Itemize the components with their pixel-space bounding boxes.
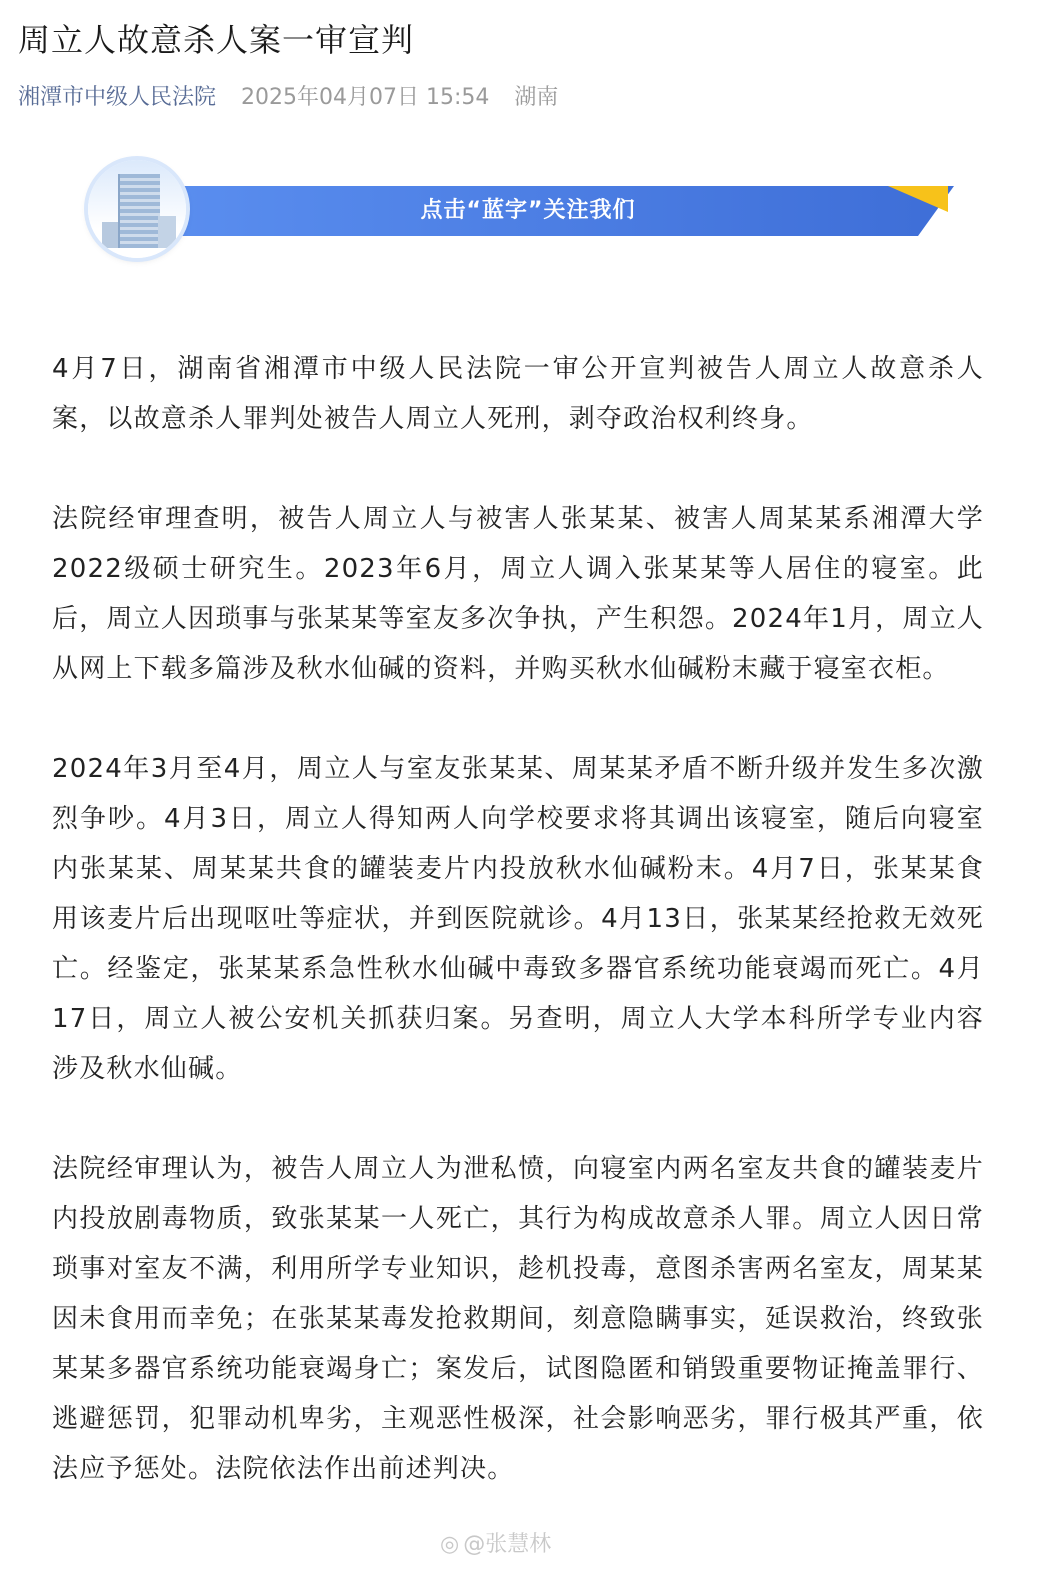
article-paragraph: 2024年3月至4月，周立人与室友张某某、周某某矛盾不断升级并发生多次激烈争吵。4月3日，周立人得知两人向学校要求将其调出该寝室，随后向寝室内张某某、周某某共食的罐装麦片内投放秋水仙碱粉末。4月7日，张某某食用该麦片后出现呕吐等症状，并到医院就诊。4月13日，张某某经抢救无效死亡。经鉴定，张某某系急性秋水仙碱中毒致多器官系统功能衰竭而死亡。4月17日，周立人被公安机关抓获归案。另查明，周立人大学本科所学专业内容涉及秋水仙碱。	[52, 754, 984, 1084]
article-body	[52, 344, 984, 1544]
court-building-image	[88, 160, 186, 258]
article-meta	[18, 82, 558, 114]
article-title: 周立人故意杀人案一审宣判	[18, 21, 415, 59]
article-paragraph: 法院经审理查明，被告人周立人与被害人张某某、被害人周某某系湘潭大学2022级硕士研究生。2023年6月，周立人调入张某某等人居住的寝室。此后，周立人因琐事与张某某等室友多次争执，产生积怨。2024年1月，周立人从网上下载多篇涉及秋水仙碱的资料，并购买秋水仙碱粉末藏于寝室衣柜。	[52, 504, 984, 684]
watermark-text: @张慧林	[463, 1532, 552, 1557]
weibo-icon: ◎	[440, 1532, 460, 1557]
weibo-watermark	[440, 1530, 551, 1560]
article-paragraph: 法院经审理认为，被告人周立人为泄私愤，向寝室内两名室友共食的罐装麦片内投放剧毒物质，致张某某一人死亡，其行为构成故意杀人罪。周立人因日常琐事对室友不满，利用所学专业知识，趁机投毒，意图杀害两名室友，周某某因未食用而幸免；在张某某毒发抢救期间，刻意隐瞒事实，延误救治，终致张某某多器官系统功能衰竭身亡；案发后，试图隐匿和销毁重要物证掩盖罪行、逃避惩罚，犯罪动机卑劣，主观恶性极深，社会影响恶劣，罪行极其严重，依法应予惩处。法院依法作出前述判决。	[52, 1154, 984, 1484]
banner-follow-text: 点击“蓝字”关注我们	[420, 198, 636, 223]
publish-date: 2025年04月07日 15:54	[241, 85, 490, 110]
follow-banner[interactable]	[88, 160, 958, 264]
account-name-link[interactable]: 湘潭市中级人民法院	[18, 85, 217, 110]
article-paragraph: 4月7日，湖南省湘潭市中级人民法院一审公开宣判被告人周立人故意杀人案，以故意杀人罪判处被告人周立人死刑，剥夺政治权利终身。	[52, 354, 984, 434]
publish-location: 湖南	[514, 85, 559, 110]
